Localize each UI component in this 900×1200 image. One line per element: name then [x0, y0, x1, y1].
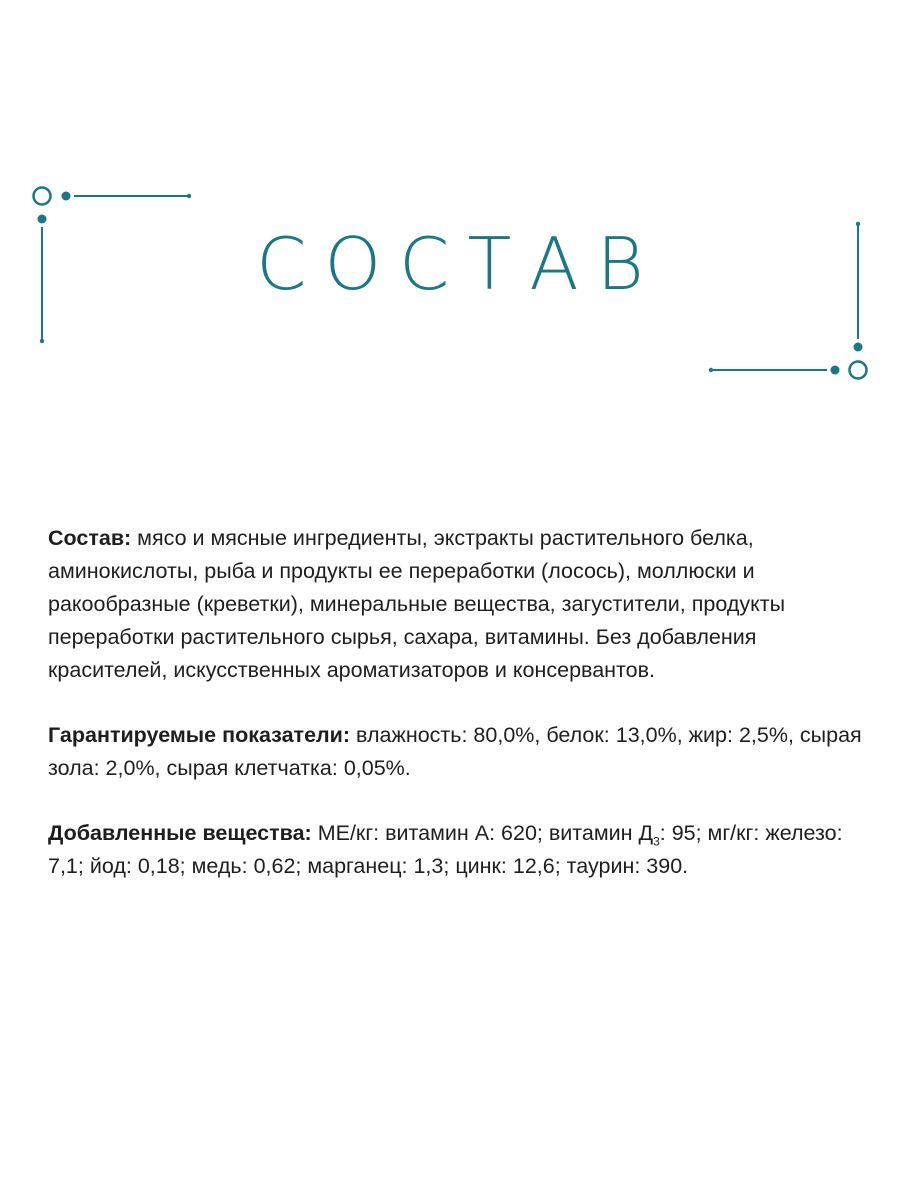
- guaranteed-label: Гарантируемые показатели:: [48, 723, 351, 747]
- additives-paragraph: [48, 817, 868, 883]
- top-left-dot-lower-icon: [38, 215, 47, 224]
- guaranteed-text: влажность: 80,0%, белок: 13,0%, жир: 2,5%, сырая зола: 2,0%, сырая клетчатка: 0,05%.: [48, 723, 862, 780]
- composition-text: мясо и мясные ингредиенты, экстракты растительного белка, аминокислоты, рыба и продукты ее переработки (лосось), моллюски и ракообразные (креветки), минеральные вещества, загустители, продукты переработки растительного сырья, сахара, витамины. Без добавления красителей, искусственных ароматизаторов и консервантов.: [48, 526, 786, 682]
- additives-text-end: : 95; мг/кг: железо: 7,1; йод: 0,18; медь: 0,62; марганец: 1,3; цинк: 12,6; таурин: 390.: [48, 821, 843, 878]
- page-title: СОСТАВ: [256, 222, 662, 306]
- decorative-frame: [0, 0, 900, 420]
- composition-paragraph: [48, 522, 868, 687]
- additives-text-start: МЕ/кг: витамин А: 620; витамин Д: [311, 821, 654, 845]
- top-left-dot-icon: [62, 192, 71, 201]
- additives-subscript: 3: [653, 834, 660, 849]
- top-left-ring-icon: [34, 188, 51, 205]
- bottom-right-line-end-dot: [709, 368, 713, 372]
- bottom-right-vline-end-dot: [856, 222, 860, 226]
- composition-label: Состав:: [48, 526, 132, 550]
- bottom-right-ring-icon: [850, 362, 867, 379]
- bottom-right-dot-upper-icon: [854, 343, 863, 352]
- guaranteed-paragraph: [48, 719, 868, 785]
- top-left-line-end-dot: [187, 194, 191, 198]
- additives-label: Добавленные вещества:: [48, 821, 312, 845]
- top-left-vline-end-dot: [40, 339, 44, 343]
- bottom-right-dot-icon: [831, 366, 840, 375]
- composition-content: [48, 522, 868, 915]
